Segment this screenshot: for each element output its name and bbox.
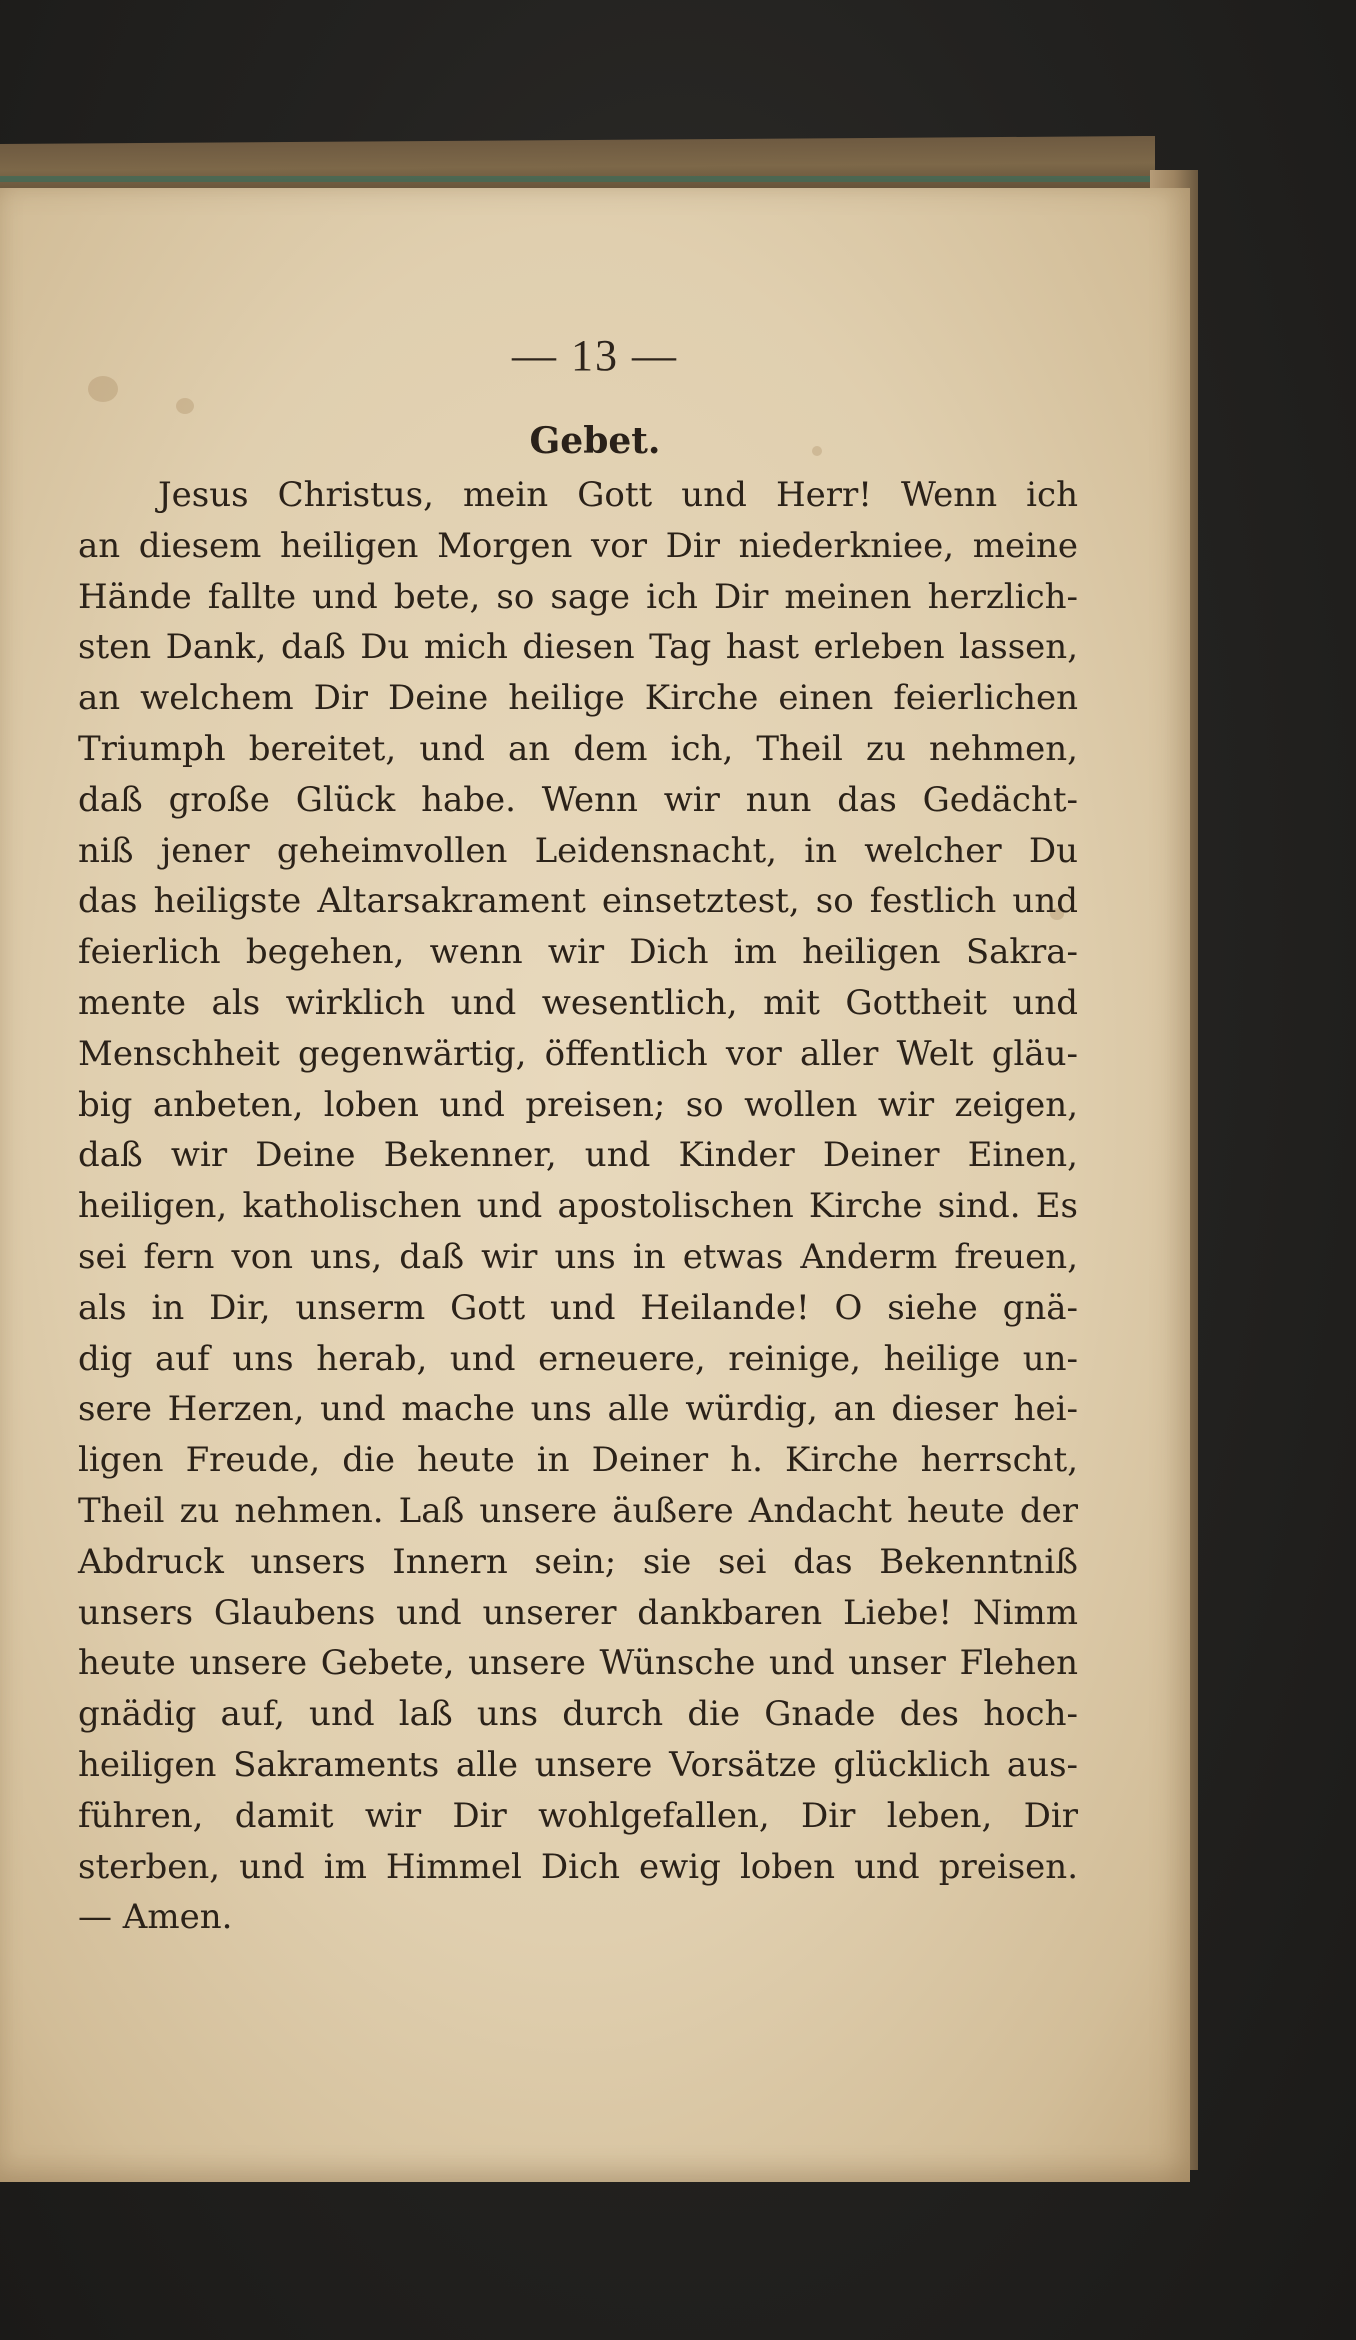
text-line: Jesus Christus, mein Gott und Herr! Wenn ich — [158, 475, 1078, 515]
text-line: sterben, und im Himmel Dich ewig loben und preisen. — [78, 1846, 1078, 1887]
text-line: Triumph bereitet, und an dem ich, Theil zu nehmen, — [78, 728, 1078, 769]
text-line: daß wir Deine Bekenner, und Kinder Deiner Einen, — [78, 1135, 1078, 1176]
text-line: sten Dank, daß Du mich diesen Tag hast erleben lassen, — [78, 627, 1078, 668]
text-line: sei fern von uns, daß wir uns in etwas Anderm freuen, — [78, 1236, 1078, 1277]
paper-stain — [176, 398, 194, 414]
text-line: ligen Freude, die heute in Deiner h. Kirche herrscht, — [78, 1440, 1078, 1481]
text-line: daß große Glück habe. Wenn wir nun das Gedächt- — [78, 779, 1078, 820]
page-number: — 13 — — [512, 331, 678, 380]
text-line: niß jener geheimvollen Leidensnacht, in welcher Du — [78, 830, 1078, 871]
text-line: das heiligste Altarsakrament einsetztest, so festlich und — [78, 881, 1078, 922]
text-line: sere Herzen, und mache uns alle würdig, an dieser hei- — [78, 1389, 1078, 1430]
text-line: feierlich begehen, wenn wir Dich im heiligen Sakra- — [78, 932, 1078, 973]
text-line-closing: — Amen. — [78, 1897, 233, 1938]
text-line: heiligen, katholischen und apostolischen Kirche sind. Es — [78, 1186, 1078, 1227]
text-line: gnädig auf, und laß uns durch die Gnade des hoch- — [78, 1694, 1078, 1735]
book-binding-stripe — [0, 176, 1150, 182]
text-line: heiligen Sakraments alle unsere Vorsätze glücklich aus- — [78, 1744, 1078, 1785]
text-line: big anbeten, loben und preisen; so wollen wir zeigen, — [78, 1084, 1078, 1125]
text-line: mente als wirklich und wesentlich, mit Gottheit und — [78, 982, 1078, 1023]
prayer-heading: Gebet. — [529, 420, 661, 462]
book-page — [0, 188, 1190, 2182]
text-line: heute unsere Gebete, unsere Wünsche und unser Flehen — [78, 1643, 1078, 1684]
text-line: Theil zu nehmen. Laß unsere äußere Andacht heute der — [78, 1490, 1078, 1531]
text-line: dig auf uns herab, und erneuere, reinige, heilige un- — [78, 1338, 1078, 1379]
text-line: Abdruck unsers Innern sein; sie sei das Bekenntniß — [78, 1541, 1078, 1582]
text-line: Menschheit gegenwärtig, öffentlich vor aller Welt gläu- — [78, 1033, 1078, 1074]
text-line: als in Dir, unserm Gott und Heilande! O siehe gnä- — [78, 1287, 1078, 1328]
text-line: unsers Glaubens und unserer dankbaren Liebe! Nimm — [78, 1592, 1078, 1633]
text-line: Hände fallte und bete, so sage ich Dir meinen herzlich- — [78, 576, 1078, 617]
text-line: an diesem heiligen Morgen vor Dir niederkniee, meine — [78, 525, 1078, 566]
text-line: führen, damit wir Dir wohlgefallen, Dir leben, Dir — [78, 1795, 1078, 1836]
prayer-body — [78, 470, 1078, 1943]
text-line: an welchem Dir Deine heilige Kirche einen feierlichen — [78, 678, 1078, 719]
